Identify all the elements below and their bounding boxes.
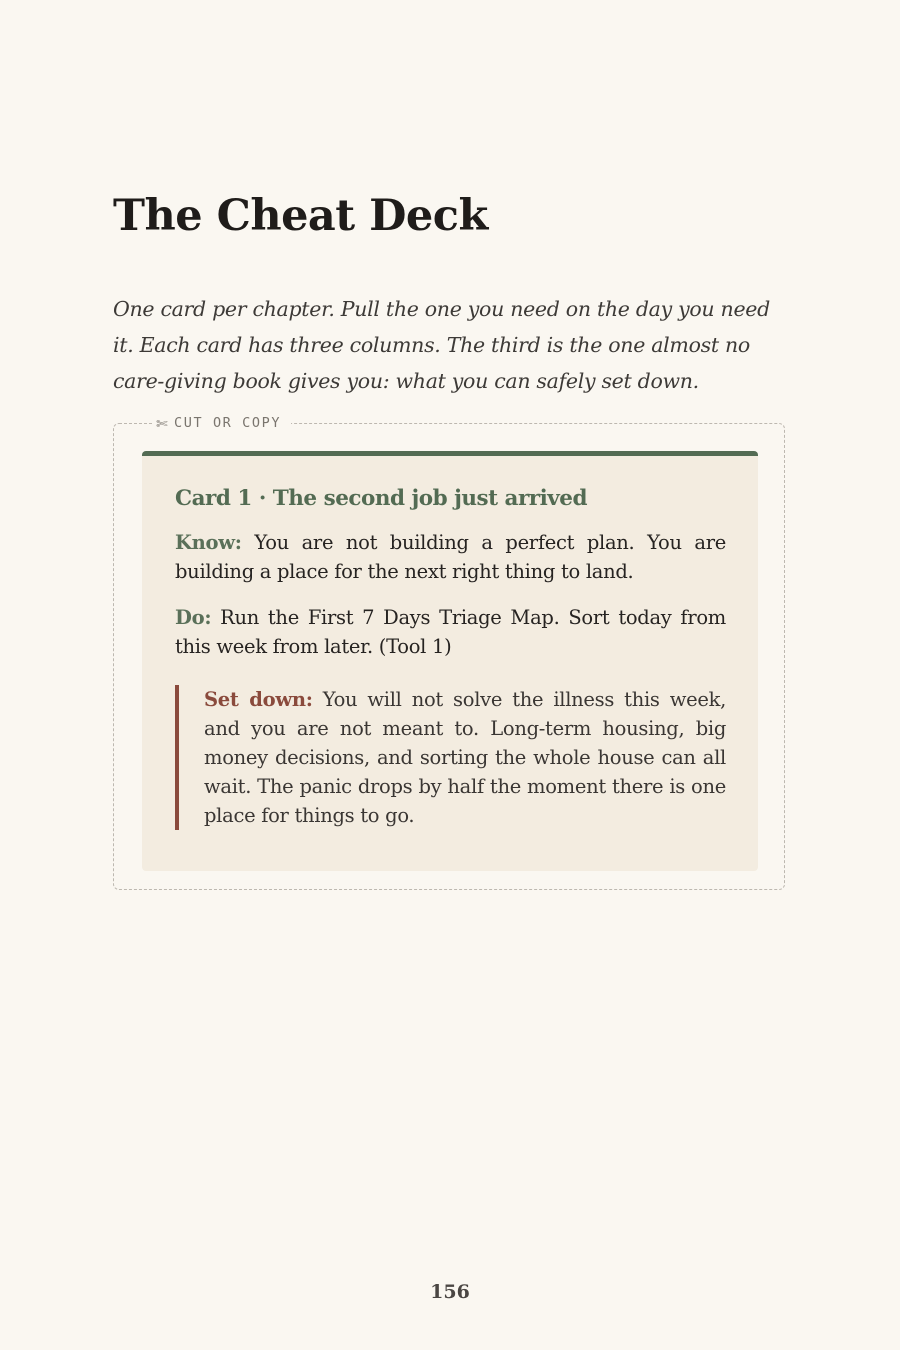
do-label: Do: (175, 606, 212, 629)
cut-label-text: CUT OR COPY (174, 415, 282, 431)
do-text: Run the First 7 Days Triage Map. Sort today from this week from later. (Tool 1) (175, 606, 726, 658)
scissors-icon: ✄ (156, 411, 169, 435)
know-text: You are not building a perfect plan. You are building a place for the next right thing to land. (175, 531, 726, 583)
do-line (175, 603, 726, 661)
cheat-card (142, 451, 758, 871)
page-number: 156 (430, 1281, 470, 1303)
setdown-label: Set down: (204, 688, 313, 711)
know-label: Know: (175, 531, 242, 554)
cut-label (152, 413, 291, 433)
know-line (175, 528, 726, 586)
setdown-text: You will not solve the illness this week, and you are not meant to. Long-term housing, big money decisions, and sorting the whole house can all wait. The panic drops by half the moment there is one place for things to go. (204, 688, 727, 827)
page-title: The Cheat Deck (113, 191, 488, 241)
setdown-block (175, 685, 726, 830)
intro-paragraph: One card per chapter. Pull the one you need on the day you need it. Each card has three columns. The third is the one almost no care-giving book gives you: what you can safely set down. (113, 297, 770, 393)
card-title: Card 1 · The second job just arrived (175, 486, 587, 511)
